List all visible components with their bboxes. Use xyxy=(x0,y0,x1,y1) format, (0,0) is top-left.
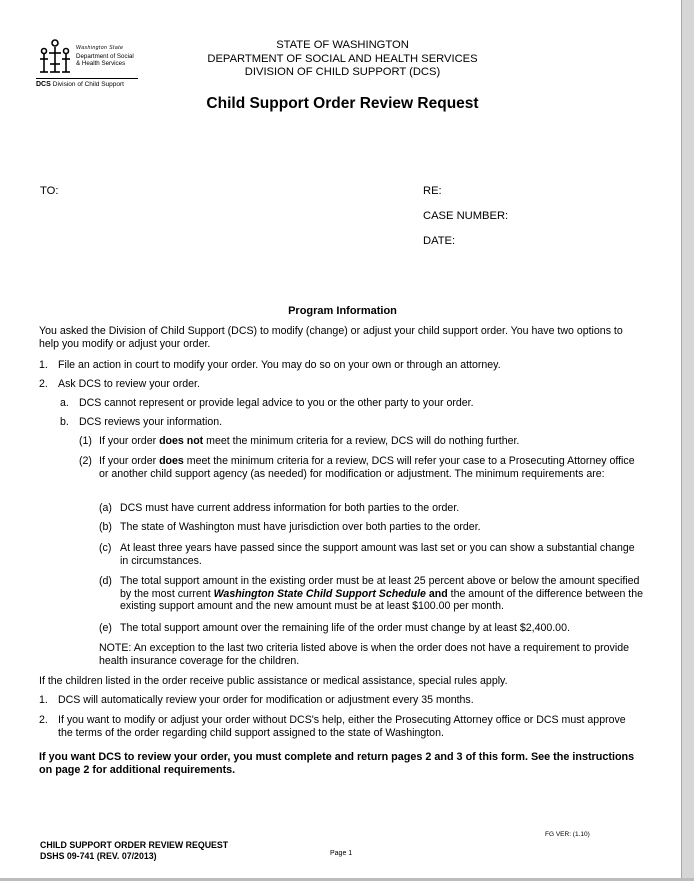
footer-form-info xyxy=(40,840,228,862)
item-b: DCS reviews your information. xyxy=(79,416,223,428)
note: NOTE: An exception to the last two criteria listed above is when the order does not have a requirement to provide health insurance coverage for the children. xyxy=(99,642,629,667)
re-label: RE: xyxy=(423,185,442,197)
req-letter: (d) xyxy=(99,575,112,587)
closing-instructions: If you want DCS to review your order, you must complete and return pages 2 and 3 of this form. See the instructions on page 2 for additional requirements. xyxy=(39,751,635,776)
item-a: DCS cannot represent or provide legal advice to you or the other party to your order. xyxy=(79,397,474,409)
date-label: DATE: xyxy=(423,235,456,247)
item-b2: If your order does meet the minimum criteria for a review, DCS will refer your case to a Prosecuting Attorney office or another child support agency (as needed) for modification or adjustment. The minimum requirements are: xyxy=(99,455,635,480)
requirement-d: The total support amount in the existing order must be at least 25 percent above or below the amount specified by the most current Washington State Child Support Schedule and the amount of the difference between the existing support amount and the new amount must be at least $100.00 per month. xyxy=(120,575,644,613)
option-dcs-review: Ask DCS to review your order. xyxy=(58,378,200,390)
list-number-paren: (1) xyxy=(79,435,92,447)
logo-divider xyxy=(36,78,138,79)
case-number-label: CASE NUMBER: xyxy=(423,210,509,222)
list-number: 1. xyxy=(39,359,48,371)
form-version: FG VER: (1.10) xyxy=(545,831,590,838)
family-figures-icon xyxy=(36,38,74,76)
section-heading: Program Information xyxy=(288,305,397,317)
page-edge xyxy=(681,0,694,881)
list-letter: a. xyxy=(60,397,69,409)
requirement-a: DCS must have current address information for both parties to the order. xyxy=(120,502,460,514)
header-division: DIVISION OF CHILD SUPPORT (DCS) xyxy=(244,66,441,78)
to-label: TO: xyxy=(40,185,59,197)
list-number: 2. xyxy=(39,378,48,390)
intro-paragraph: You asked the Division of Child Support (DCS) to modify (change) or adjust your child support order. You have two options to help you modify or adjust your order. xyxy=(39,325,623,350)
req-letter: (a) xyxy=(99,502,112,514)
list-letter: b. xyxy=(60,416,69,428)
footer-form-title: CHILD SUPPORT ORDER REVIEW REQUEST xyxy=(40,840,229,850)
public-assistance: If the children listed in the order receive public assistance or medical assistance, special rules apply. xyxy=(39,675,508,687)
requirement-b: The state of Washington must have jurisdiction over both parties to the order. xyxy=(120,521,481,533)
page-number: Page 1 xyxy=(330,850,353,857)
public-rule-2: If you want to modify or adjust your order without DCS's help, either the Prosecuting Attorney office or DCS must approve the terms of the order regarding child support assigned to the state of Washington. xyxy=(58,714,626,739)
item-b1: If your order does not meet the minimum criteria for a review, DCS will do nothing further. xyxy=(99,435,520,447)
footer-form-number: DSHS 09-741 (REV. 07/2013) xyxy=(40,851,157,861)
requirement-c: At least three years have passed since the support amount was last set or you can show a substantial change in circumstances. xyxy=(120,542,635,567)
list-number: 1. xyxy=(39,694,48,706)
logo-department: Department of Social & Health Services xyxy=(76,53,134,67)
req-letter: (b) xyxy=(99,521,112,533)
page-title: Child Support Order Review Request xyxy=(206,95,479,112)
req-letter: (e) xyxy=(99,622,112,634)
requirement-e: The total support amount over the remaining life of the order must change by at least $2,400.00. xyxy=(120,622,570,634)
public-rule-1: DCS will automatically review your order for modification or adjustment every 35 months. xyxy=(58,694,474,706)
header-department: DEPARTMENT OF SOCIAL AND HEALTH SERVICES xyxy=(207,52,478,65)
list-number: 2. xyxy=(39,714,48,726)
logo-dcs: DCS Division of Child Support xyxy=(36,81,124,88)
option-court: File an action in court to modify your order. You may do so on your own or through an attorney. xyxy=(58,359,501,371)
dshs-logo xyxy=(36,38,140,92)
logo-state: Washington State xyxy=(76,45,124,51)
req-letter: (c) xyxy=(99,542,112,554)
header-state: STATE OF WASHINGTON xyxy=(276,39,409,51)
list-number-paren: (2) xyxy=(79,455,92,467)
